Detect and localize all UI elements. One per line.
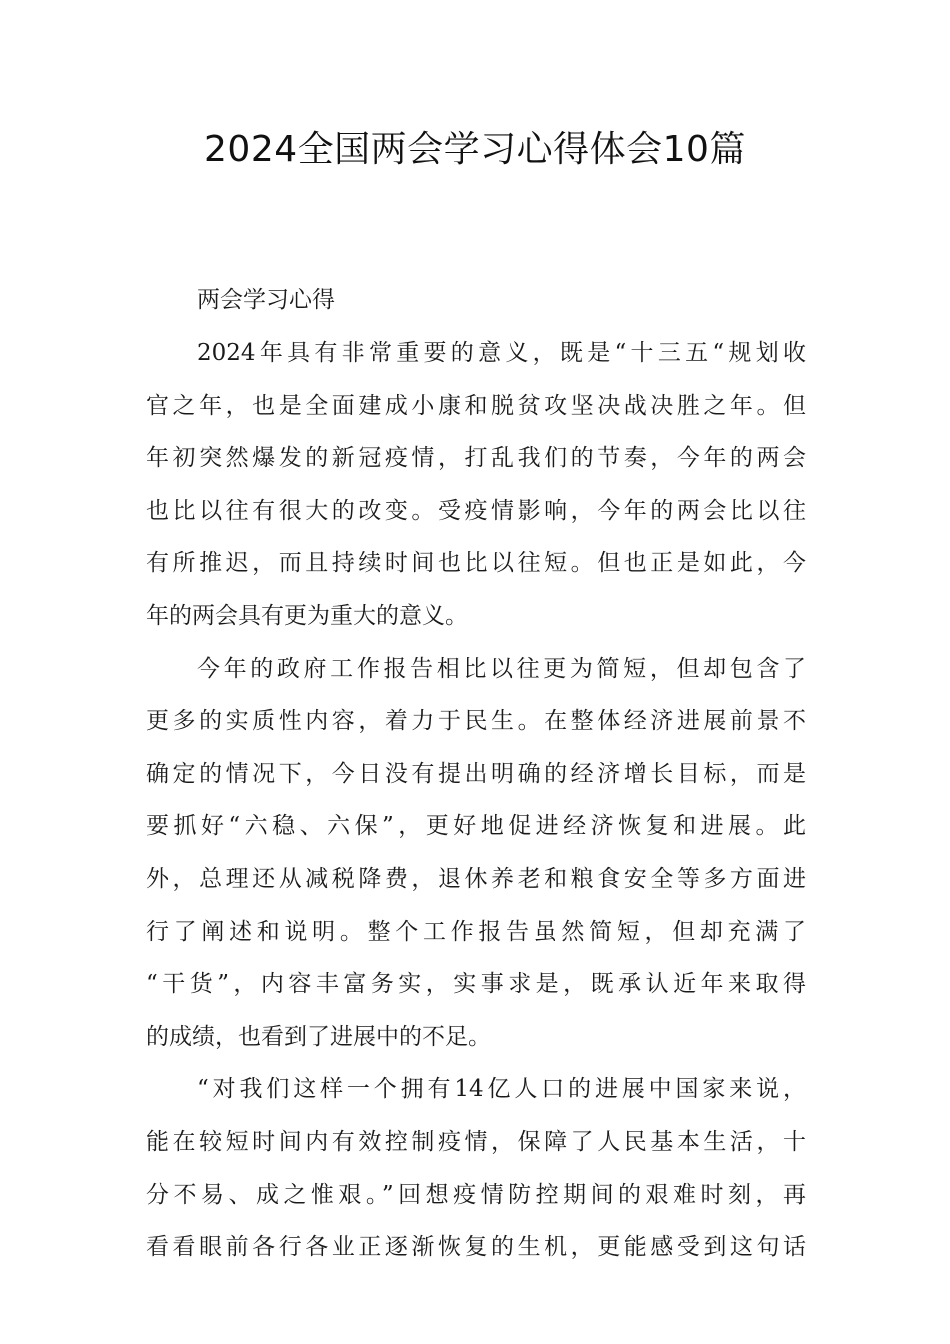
paragraph-line: 也比以往有很大的改变。受疫情影响，今年的两会比以往	[146, 497, 806, 524]
section-heading: 两会学习心得	[197, 287, 335, 313]
paragraph-3	[146, 1063, 806, 1273]
paragraph-line: 分不易、成之惟艰。”回想疫情防控期间的艰难时刻，再	[146, 1181, 806, 1208]
paragraph-line: 看看眼前各行各业正逐渐恢复的生机，更能感受到这句话	[146, 1234, 806, 1261]
paragraph-line: 有所推迟，而且持续时间也比以往短。但也正是如此，今	[146, 550, 806, 577]
paragraph-line: “对我们这样一个拥有14亿人口的进展中国家来说，	[197, 1076, 806, 1103]
paragraph-line: 今年的政府工作报告相比以往更为简短，但却包含了	[197, 655, 806, 682]
paragraph-line: 的成绩，也看到了进展中的不足。	[146, 1023, 491, 1050]
paragraph-line: 年的两会具有更为重大的意义。	[146, 602, 468, 629]
paragraph-line: 更多的实质性内容，着力于民生。在整体经济进展前景不	[146, 708, 806, 735]
paragraph-line: 年初突然爆发的新冠疫情，打乱我们的节奏，今年的两会	[146, 445, 806, 472]
paragraph-line: 确定的情况下，今日没有提出明确的经济增长目标，而是	[146, 760, 806, 787]
paragraph-line: “干货”，内容丰富务实，实事求是，既承认近年来取得	[146, 971, 806, 998]
paragraph-line: 行了阐述和说明。整个工作报告虽然简短，但却充满了	[146, 918, 806, 945]
document-title: 2024全国两会学习心得体会10篇	[204, 129, 746, 170]
paragraph-line: 要抓好“六稳、六保”，更好地促进经济恢复和进展。此	[146, 813, 806, 840]
paragraph-line: 官之年，也是全面建成小康和脱贫攻坚决战决胜之年。但	[146, 392, 806, 419]
paragraph-line: 能在较短时间内有效控制疫情，保障了人民基本生活，十	[146, 1128, 806, 1155]
document-body	[146, 281, 806, 1274]
paragraph-1	[146, 327, 806, 643]
paragraph-2	[146, 643, 806, 1064]
paragraph-line: 外，总理还从减税降费，退休养老和粮食安全等多方面进	[146, 865, 806, 892]
paragraph-line: 2024年具有非常重要的意义，既是“十三五“规划收	[197, 340, 806, 366]
